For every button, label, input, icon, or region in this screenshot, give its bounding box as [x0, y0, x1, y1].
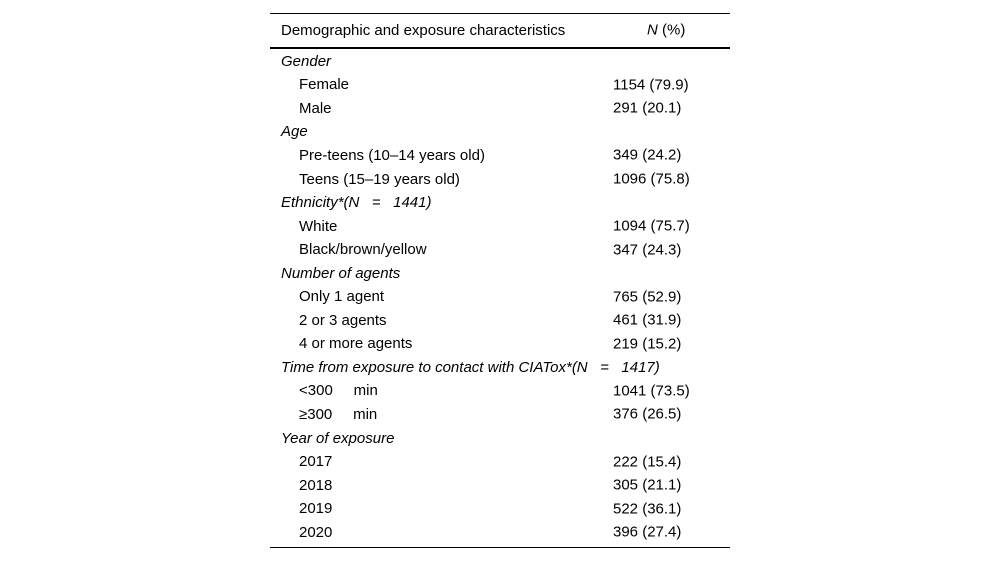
row-value: 1154 (79.9) — [613, 76, 689, 94]
table-row — [270, 73, 730, 97]
row-label: Pre-teens (10–14 years old) — [299, 146, 485, 164]
row-label: 4 or more agents — [299, 335, 413, 353]
header-percent-suffix: (%) — [657, 21, 686, 39]
demographics-table — [270, 13, 730, 548]
table-header-row — [270, 14, 730, 47]
row-value: 1094 (75.7) — [613, 217, 690, 235]
row-label: <300 min — [299, 382, 378, 400]
row-label: Number of agents — [281, 264, 401, 282]
row-value: 291 (20.1) — [613, 99, 682, 117]
table-row — [270, 167, 730, 191]
row-label: Year of exposure — [281, 429, 395, 447]
table-row — [270, 261, 730, 285]
row-label: Age — [281, 123, 308, 141]
table-row — [270, 426, 730, 450]
row-value: 765 (52.9) — [613, 288, 682, 306]
table-row — [270, 379, 730, 403]
table-row — [270, 403, 730, 427]
table-row — [270, 285, 730, 309]
table-row — [270, 50, 730, 74]
table-row — [270, 214, 730, 238]
table-row — [270, 450, 730, 474]
row-label: Male — [299, 99, 332, 117]
row-label: 2017 — [299, 453, 333, 471]
row-label: 2019 — [299, 500, 333, 518]
row-value: 305 (21.1) — [613, 476, 682, 494]
table-body — [270, 49, 730, 547]
header-n-symbol: N — [647, 21, 658, 39]
row-label: ≥300 min — [299, 405, 378, 423]
table-row — [270, 97, 730, 121]
table-row — [270, 520, 730, 544]
table-row — [270, 356, 730, 380]
table-row — [270, 332, 730, 356]
row-label: 2 or 3 agents — [299, 311, 387, 329]
row-value: 222 (15.4) — [613, 453, 682, 471]
row-label: White — [299, 217, 338, 235]
row-value: 219 (15.2) — [613, 335, 682, 353]
table-row — [270, 238, 730, 262]
table-row — [270, 497, 730, 521]
row-label: 2020 — [299, 523, 333, 541]
table-bottom-rule — [270, 547, 730, 548]
row-label: Black/brown/yellow — [299, 241, 427, 259]
header-characteristics-label: Demographic and exposure characteristics — [281, 21, 566, 39]
row-label: Female — [299, 76, 350, 94]
header-n-percent-label — [647, 22, 685, 39]
row-value: 1041 (73.5) — [613, 382, 690, 400]
row-label: Gender — [281, 52, 332, 70]
row-value: 522 (36.1) — [613, 500, 682, 518]
row-label: Only 1 agent — [299, 288, 385, 306]
row-value: 349 (24.2) — [613, 146, 682, 164]
table-row — [270, 191, 730, 215]
table-row — [270, 144, 730, 168]
row-value: 461 (31.9) — [613, 311, 682, 329]
table-row — [270, 120, 730, 144]
row-label: Time from exposure to contact with CIATox*(N = 1417) — [281, 358, 660, 376]
row-value: 376 (26.5) — [613, 405, 682, 423]
table-row — [270, 309, 730, 333]
row-label: 2018 — [299, 476, 333, 494]
table-row — [270, 473, 730, 497]
row-value: 347 (24.3) — [613, 241, 682, 259]
row-label: Teens (15–19 years old) — [299, 170, 460, 188]
row-value: 396 (27.4) — [613, 523, 682, 541]
row-label: Ethnicity*(N = 1441) — [281, 194, 432, 212]
row-value: 1096 (75.8) — [613, 170, 690, 188]
